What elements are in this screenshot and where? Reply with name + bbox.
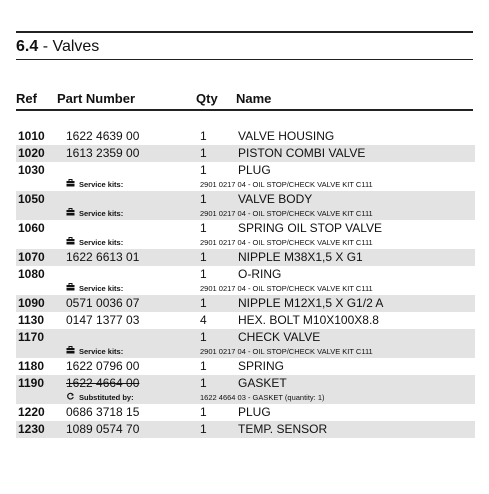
service-kits-cell bbox=[66, 346, 200, 358]
row-part-number bbox=[66, 220, 200, 237]
row-qty: 1 bbox=[200, 421, 238, 438]
section-number: 6.4 bbox=[16, 38, 39, 55]
service-kits-cell bbox=[66, 283, 200, 295]
subrow-detail: 2901 0217 04 - OIL STOP/CHECK VALVE KIT C111 bbox=[200, 284, 373, 293]
table-row bbox=[16, 375, 475, 392]
row-qty: 1 bbox=[200, 295, 238, 312]
row-ref: 1090 bbox=[16, 295, 66, 312]
row-part-number bbox=[66, 191, 200, 208]
service-kits-cell bbox=[66, 237, 200, 249]
subrow-label-text: Substituted by: bbox=[79, 393, 134, 402]
subrow-spacer bbox=[16, 208, 66, 220]
column-header-ref: Ref bbox=[16, 91, 37, 106]
toolbox-icon bbox=[66, 283, 75, 294]
service-kits-label bbox=[66, 346, 123, 357]
section-separator: - bbox=[38, 38, 53, 55]
row-ref: 1050 bbox=[16, 191, 66, 208]
row-part-number bbox=[66, 329, 200, 346]
row-qty: 1 bbox=[200, 329, 238, 346]
subrow-detail: 1622 4664 03 - GASKET (quantity: 1) bbox=[200, 392, 475, 404]
row-name: PLUG bbox=[238, 163, 271, 177]
row-qty: 1 bbox=[200, 221, 207, 235]
row-part-number: 0686 3718 15 bbox=[66, 405, 140, 419]
table-row bbox=[16, 312, 475, 329]
substituted-by-label bbox=[66, 392, 134, 403]
subrow-spacer bbox=[16, 283, 66, 295]
row-part-number: 1622 6613 01 bbox=[66, 249, 200, 266]
table-row bbox=[16, 266, 475, 283]
table-subrow bbox=[16, 346, 475, 358]
refresh-icon bbox=[66, 392, 75, 403]
row-name: TEMP. SENSOR bbox=[238, 421, 475, 438]
row-ref: 1190 bbox=[16, 375, 66, 392]
table-row bbox=[16, 329, 475, 346]
section-title: Valves bbox=[52, 38, 100, 55]
substituted-by-cell bbox=[66, 392, 200, 404]
row-part-number: 0147 1377 03 bbox=[66, 313, 140, 327]
top-rule bbox=[16, 31, 473, 33]
subrow-detail: 2901 0217 04 - OIL STOP/CHECK VALVE KIT C111 bbox=[200, 180, 373, 189]
row-ref: 1130 bbox=[18, 313, 45, 327]
row-part-number: 1622 4664 00 bbox=[66, 375, 200, 392]
header-rule bbox=[16, 109, 473, 111]
row-ref: 1070 bbox=[16, 249, 66, 266]
row-part-number bbox=[66, 266, 200, 283]
section-rule bbox=[16, 59, 473, 60]
parts-table-body bbox=[16, 128, 475, 438]
table-row bbox=[16, 220, 475, 237]
toolbox-icon bbox=[66, 179, 75, 190]
table-row bbox=[16, 128, 475, 145]
subrow-spacer bbox=[16, 179, 66, 191]
service-kits-label bbox=[66, 208, 123, 219]
service-kits-label bbox=[66, 179, 123, 190]
toolbox-icon bbox=[66, 237, 75, 248]
row-ref: 1230 bbox=[16, 421, 66, 438]
row-ref: 1220 bbox=[18, 405, 45, 419]
row-qty: 4 bbox=[200, 313, 207, 327]
row-name: PISTON COMBI VALVE bbox=[238, 145, 475, 162]
subrow-spacer bbox=[16, 392, 66, 404]
row-name: VALVE HOUSING bbox=[238, 129, 335, 143]
subrow-detail: 2901 0217 04 - OIL STOP/CHECK VALVE KIT C111 bbox=[200, 346, 475, 358]
row-qty: 1 bbox=[200, 129, 207, 143]
row-qty: 1 bbox=[200, 145, 238, 162]
row-qty: 1 bbox=[200, 191, 238, 208]
subrow-label-text: Service kits: bbox=[79, 238, 124, 247]
row-name: VALVE BODY bbox=[238, 191, 475, 208]
row-part-number bbox=[66, 162, 200, 179]
table-row bbox=[16, 191, 475, 208]
service-kits-cell bbox=[66, 208, 200, 220]
table-row bbox=[16, 358, 475, 375]
table-row bbox=[16, 421, 475, 438]
row-qty: 1 bbox=[200, 267, 207, 281]
subrow-spacer bbox=[16, 346, 66, 358]
row-name: SPRING bbox=[238, 359, 285, 373]
row-ref: 1020 bbox=[16, 145, 66, 162]
service-kits-label bbox=[66, 283, 123, 294]
row-name: GASKET bbox=[238, 375, 475, 392]
row-ref: 1180 bbox=[18, 359, 45, 373]
row-name: SPRING OIL STOP VALVE bbox=[238, 221, 383, 235]
subrow-label-text: Service kits: bbox=[79, 180, 124, 189]
row-name: NIPPLE M38X1,5 X G1 bbox=[238, 249, 475, 266]
subrow-spacer bbox=[16, 237, 66, 249]
table-subrow bbox=[16, 237, 475, 249]
table-row bbox=[16, 145, 475, 162]
table-subrow bbox=[16, 283, 475, 295]
subrow-detail: 2901 0217 04 - OIL STOP/CHECK VALVE KIT C111 bbox=[200, 238, 373, 247]
row-part-number: 0571 0036 07 bbox=[66, 295, 200, 312]
row-part-number: 1622 0796 00 bbox=[66, 359, 140, 373]
section-heading bbox=[16, 37, 99, 57]
table-row bbox=[16, 162, 475, 179]
service-kits-label bbox=[66, 237, 123, 248]
column-header-part-number: Part Number bbox=[57, 91, 136, 106]
table-row bbox=[16, 249, 475, 266]
column-header-name: Name bbox=[236, 91, 272, 106]
subrow-label-text: Service kits: bbox=[79, 284, 124, 293]
table-subrow bbox=[16, 179, 475, 191]
subrow-detail: 2901 0217 04 - OIL STOP/CHECK VALVE KIT C111 bbox=[200, 208, 475, 220]
row-ref: 1030 bbox=[18, 163, 45, 177]
row-qty: 1 bbox=[200, 405, 207, 419]
row-part-number: 1089 0574 70 bbox=[66, 421, 200, 438]
service-kits-cell bbox=[66, 179, 200, 191]
row-part-number: 1613 2359 00 bbox=[66, 145, 200, 162]
table-row bbox=[16, 404, 475, 421]
row-qty: 1 bbox=[200, 375, 238, 392]
row-qty: 1 bbox=[200, 163, 207, 177]
row-name: PLUG bbox=[238, 405, 271, 419]
row-ref: 1080 bbox=[18, 267, 45, 281]
row-ref: 1060 bbox=[18, 221, 45, 235]
row-name: NIPPLE M12X1,5 X G1/2 A bbox=[238, 295, 475, 312]
table-subrow bbox=[16, 392, 475, 404]
subrow-label-text: Service kits: bbox=[79, 347, 124, 356]
subrow-label-text: Service kits: bbox=[79, 209, 124, 218]
table-subrow bbox=[16, 208, 475, 220]
toolbox-icon bbox=[66, 346, 75, 357]
row-name: O-RING bbox=[238, 267, 282, 281]
column-header-qty: Qty bbox=[196, 91, 218, 106]
row-ref: 1010 bbox=[18, 129, 45, 143]
row-qty: 1 bbox=[200, 359, 207, 373]
row-part-number: 1622 4639 00 bbox=[66, 129, 140, 143]
parts-table bbox=[16, 128, 475, 438]
table-row bbox=[16, 295, 475, 312]
row-name: CHECK VALVE bbox=[238, 329, 475, 346]
row-ref: 1170 bbox=[16, 329, 66, 346]
toolbox-icon bbox=[66, 208, 75, 219]
row-name: HEX. BOLT M10X100X8.8 bbox=[238, 313, 379, 327]
row-qty: 1 bbox=[200, 249, 238, 266]
